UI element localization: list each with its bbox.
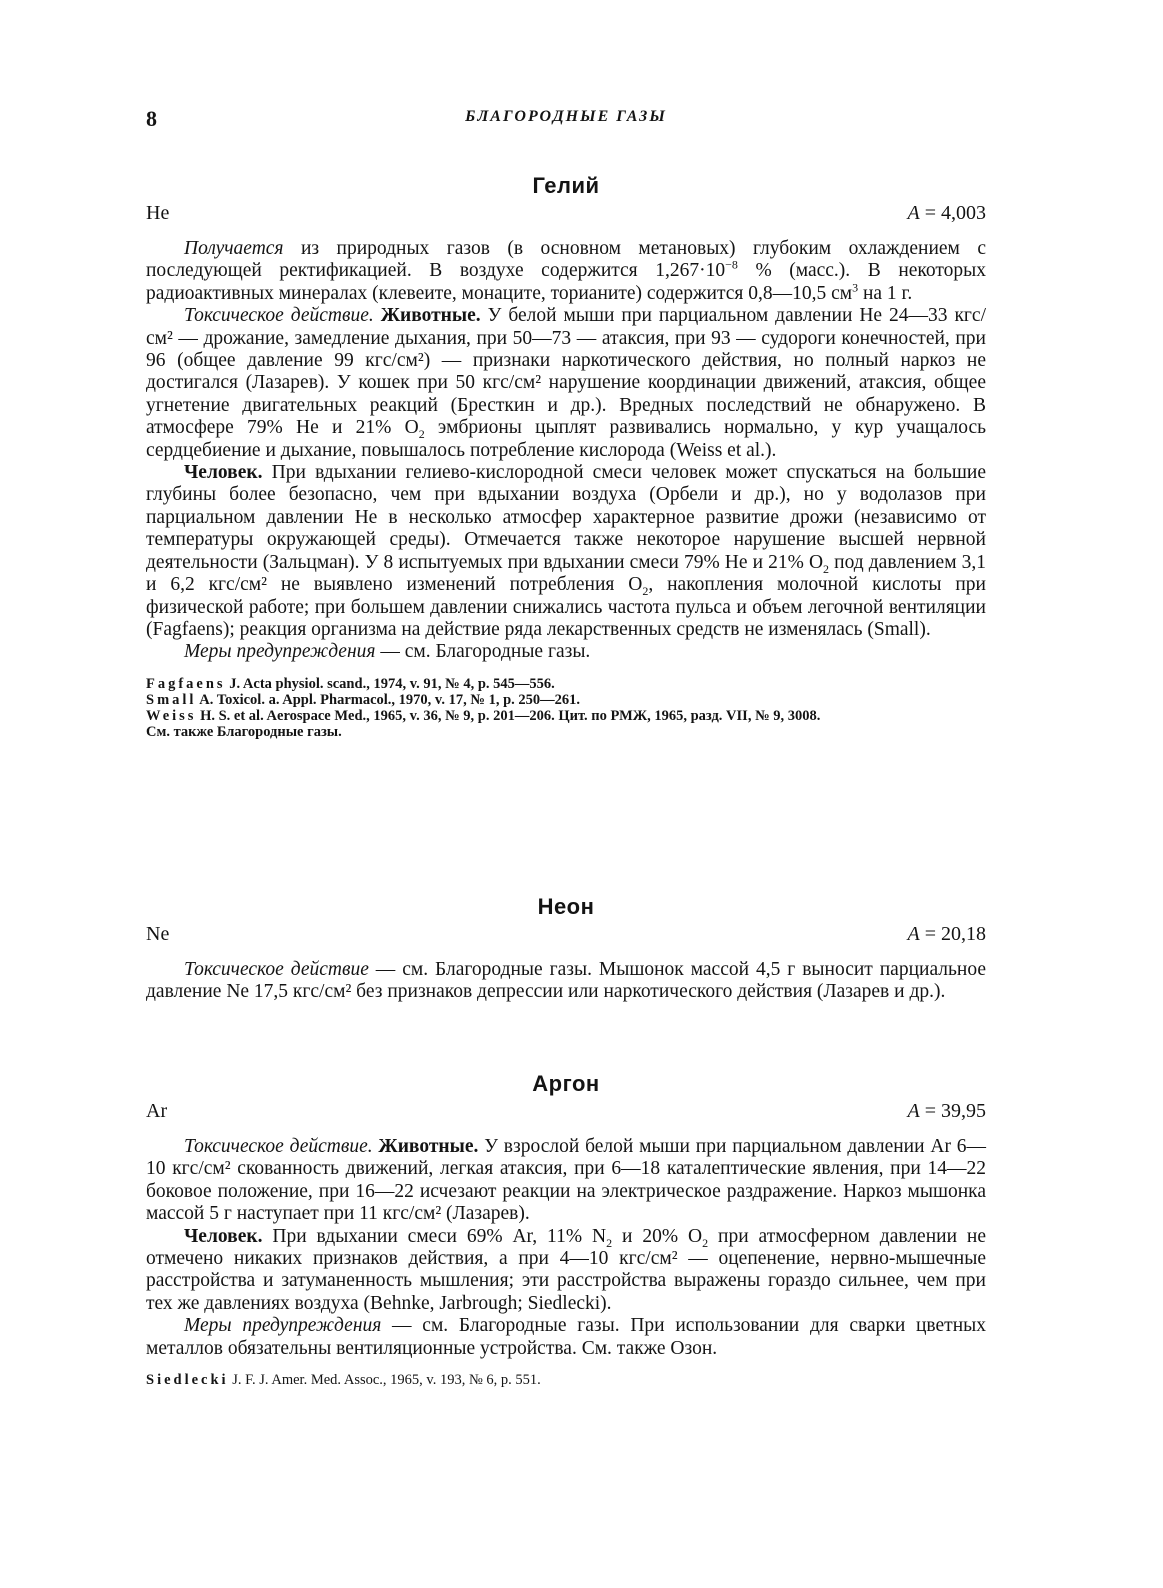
- reference-item: Fagfaens J. Acta physiol. scand., 1974, v. 91, № 4, p. 545—556.: [146, 675, 555, 692]
- paragraph-toxic-animals: Токсическое действие. Животные. У белой мыши при парциальном давлении He 24—33 кгс/см² — дрожание, замедление дыхания, при 50—73 — атаксия, при 93 — судороги конечностей, при 96 (общее давление 99 кгс/см²) — признаки наркотического действия, но полный наркоз не достигался (Лазарев). У кошек при 50 кгс/см² нарушение координации движений, атаксия, общее угнетение двигательных реакций (Бресткин и др.). Вредных последствий не обнаружено. В атмосфере 79% He и 21% $O_2$ эмбрионы цыплят развивались нормально, у кур учащалось сердцебиение и дыхание, повышалось потребление кислорода (Weiss et al.).: [146, 305, 987, 461]
- element-symbol: Ne: [146, 923, 170, 945]
- paragraph-precautions: Меры предупреждения — см. Благородные газы.: [184, 641, 591, 663]
- reference-item: Small A. Toxicol. a. Appl. Pharmacol., 1970, v. 17, № 1, p. 250—261.: [146, 691, 581, 708]
- section-neon: [146, 895, 986, 1004]
- element-row: [146, 1100, 986, 1126]
- paragraph-toxic: Токсическое действие — см. Благородные газы. Мышонок массой 4,5 г выносит парциальное давление Ne 17,5 кгс/см² без признаков депрессии или наркотического действия (Лазарев и др.).: [146, 959, 986, 1003]
- element-row: [146, 202, 986, 228]
- paragraph-toxic-human: Человек. При вдыхании гелиево-кислородной смеси человек может спускаться на большие глубины более безопасно, чем при вдыхании воздуха (Орбели и др.), но у водолазов при парциальном давлении He в несколько атмосфер характерное развитие дрожи (независимо от температуры окружающей среды). Отмечается также некоторое нарушение высшей нервной деятельности (Зальцман). У 8 испытуемых при вдыхании смеси 79% He и 21% $O_2$ под давлением 3,1 и 6,2 кгс/см² не выявлено изменений потребления $O_2$, накопления молочной кислоты при физической работе; при большем давлении снижались частота пульса и объем легочной вентиляции (Fagfaens); реакция организма на действие ряда лекарственных средств не изменялась (Small).: [146, 462, 986, 640]
- atomic-mass: A = 39,95: [907, 1100, 986, 1122]
- running-head: [146, 106, 986, 136]
- paragraph-precautions: Меры предупреждения — см. Благородные газы. При использовании для сварки цветных металлов обязательны вентиляционные устройства. См. также Озон.: [146, 1315, 986, 1359]
- running-title: БЛАГОРОДНЫЕ ГАЗЫ: [465, 108, 667, 125]
- element-symbol: He: [146, 202, 170, 224]
- element-row: [146, 923, 986, 949]
- reference-item: Siedlecki J. F. J. Amer. Med. Assoc., 1965, v. 193, № 6, p. 551.: [146, 1372, 541, 1389]
- reference-item: Weiss H. S. et al. Aerospace Med., 1965, v. 36, № 9, p. 201—206. Цит. по РМЖ, 1965, разд. VII, № 9, 3008.: [146, 707, 821, 724]
- section-title: Неон: [537, 894, 595, 919]
- paragraph-toxic-human: Человек. При вдыхании смеси 69% Ar, 11% $N_2$ и 20% $O_2$ при атмосферном давлении не отмечено никаких признаков действия, а при 4—10 кгс/см² — оцепенение, нервно-мышечные расстройства и затуманенность мышления; эти расстройства выражены гораздо сильнее, чем при тех же давлениях воздуха (Behnke, Jarbrough; Siedlecki).: [146, 1225, 987, 1314]
- atomic-mass: A = 20,18: [907, 923, 986, 945]
- atomic-mass: A = 4,003: [907, 202, 986, 224]
- reference-see-also: См. также Благородные газы.: [146, 723, 342, 740]
- section-argon: [146, 1072, 986, 1388]
- references: [146, 1372, 986, 1388]
- paragraph-toxic-animals: Токсическое действие. Животные. У взрослой белой мыши при парциальном давлении Ar 6—10 кгс/см² скованность движений, легкая атаксия, при 6—18 каталептические явления, при 14—22 боковое положение, при 16—22 исчезают реакции на электрическое раздражение. Наркоз мышонка массой 5 г наступает при 11 кгс/см² (Лазарев).: [146, 1136, 986, 1225]
- section-title: Гелий: [532, 173, 600, 198]
- references: [146, 676, 986, 740]
- paragraph-production: Получается из природных газов (в основном метановых) глубоким охлаждением с последующей ректификацией. В воздухе содержится $1,267\cdot 10^{-8}$ % (масс.). В некоторых радиоактивных минералах (клевеите, монаците, торианите) содержится 0,8—10,5 $см^3$ на 1 г.: [146, 238, 987, 304]
- element-symbol: Ar: [146, 1100, 168, 1122]
- section-title: Аргон: [532, 1071, 600, 1096]
- section-helium: [146, 174, 986, 740]
- page-number: 8: [146, 106, 157, 131]
